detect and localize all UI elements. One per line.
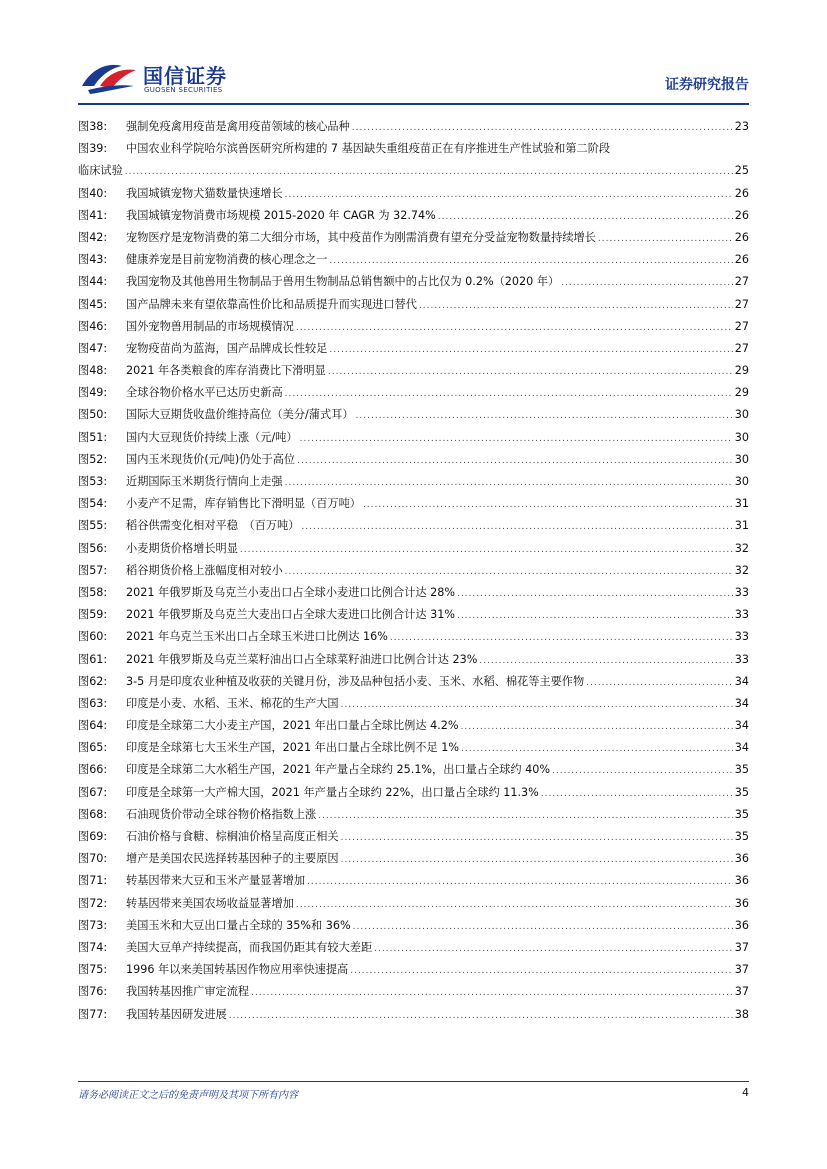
brand-name-en: GUOSEN SECURITIES: [144, 86, 223, 94]
guosen-logo-icon: [78, 56, 138, 96]
page-ref[interactable]: 33: [734, 652, 749, 666]
figure-label: 图72:: [78, 896, 108, 910]
page-ref[interactable]: 27: [734, 275, 749, 289]
figure-title[interactable]: 中国农业科学院哈尔滨兽医研究所构建的 7 基因缺失重组疫苗正在有序推进生产性试验和第二阶段: [126, 142, 611, 156]
toc-entry[interactable]: [78, 538, 749, 560]
toc-entry[interactable]: [78, 294, 749, 316]
toc-entry[interactable]: [78, 271, 749, 293]
leader-dots: [353, 916, 733, 937]
leader-dots: [285, 184, 733, 205]
page-ref[interactable]: 33: [734, 608, 749, 622]
leader-dots: [461, 738, 733, 759]
toc-entry[interactable]: [78, 404, 749, 426]
page-ref[interactable]: 31: [734, 497, 749, 511]
figure-title[interactable]: 宠物疫苗尚为蓝海，国产品牌成长性较足: [126, 341, 328, 355]
page-ref[interactable]: 37: [734, 985, 749, 999]
toc-entry[interactable]: [78, 937, 749, 959]
figure-title[interactable]: 健康养宠是目前宠物消费的核心理念之一: [126, 253, 328, 267]
leader-dots: [561, 272, 733, 293]
leader-dots: [329, 250, 732, 271]
leader-dots: [457, 605, 733, 626]
page-header: [0, 0, 827, 115]
figure-title[interactable]: 印度是全球第一大产棉大国，2021 年产量占全球约 22%，出口量占全球约 11.3%: [126, 785, 539, 799]
toc-entry[interactable]: [78, 715, 749, 737]
figure-title[interactable]: 稻谷期货价格上涨幅度相对较小: [126, 563, 283, 577]
page-ref[interactable]: 36: [734, 918, 749, 932]
page-ref[interactable]: 38: [734, 1007, 749, 1021]
figure-title[interactable]: 2021 年乌克兰玉米出口占全球玉米进口比例达 16%: [126, 630, 388, 644]
figure-label: 图55:: [78, 519, 108, 533]
page-ref[interactable]: 29: [734, 364, 749, 378]
figure-label: 图75:: [78, 963, 108, 977]
page-ref[interactable]: 26: [734, 253, 749, 267]
leader-dots: [352, 117, 733, 138]
figure-label: 图58:: [78, 585, 108, 599]
page-ref[interactable]: 26: [734, 186, 749, 200]
leader-dots: [390, 627, 733, 648]
leader-dots: [229, 1005, 733, 1026]
figure-label: 图67:: [78, 785, 108, 799]
figure-label: 图65:: [78, 741, 108, 755]
toc-entry[interactable]: [78, 560, 749, 582]
leader-dots: [461, 716, 733, 737]
page-ref[interactable]: 35: [734, 830, 749, 843]
toc-entry[interactable]: [78, 626, 749, 648]
figure-title[interactable]: 1996 年以来美国转基因作物应用率快速提高: [126, 963, 349, 977]
figure-label: 图48:: [78, 364, 108, 378]
figure-title[interactable]: 石油现货价带动全球谷物价格指数上涨: [126, 807, 317, 821]
figure-label: 图57:: [78, 563, 108, 577]
footer-divider: [78, 1081, 749, 1082]
page-ref[interactable]: 34: [734, 674, 749, 688]
toc-entry[interactable]: [78, 671, 749, 693]
toc-entry[interactable]: [78, 782, 749, 804]
figure-label: 图73:: [78, 918, 108, 932]
toc-entry[interactable]: [78, 693, 749, 715]
figure-title[interactable]: 国产品牌未来有望依靠高性价比和品质提升而实现进口替代: [126, 297, 417, 311]
figure-label: 图70:: [78, 852, 108, 866]
page-ref[interactable]: 32: [734, 563, 749, 577]
figure-label: 图76:: [78, 985, 108, 999]
page-ref[interactable]: 34: [734, 719, 749, 733]
page-ref[interactable]: 25: [734, 164, 749, 178]
leader-dots: [356, 405, 733, 426]
figure-label: 图71:: [78, 874, 108, 888]
leader-dots: [363, 494, 733, 515]
leader-dots: [125, 161, 733, 183]
leader-dots: [350, 960, 733, 981]
toc-entry[interactable]: [78, 360, 749, 382]
page-ref[interactable]: 26: [734, 208, 749, 222]
figure-title[interactable]: 2021 年俄罗斯及乌克兰小麦出口占全球小麦进口比例合计达 28%: [126, 585, 455, 599]
leader-dots: [552, 760, 733, 781]
figure-label: 图77:: [78, 1007, 108, 1021]
leader-dots: [419, 295, 733, 316]
toc-entry[interactable]: [78, 227, 749, 249]
figure-label: 图45:: [78, 297, 108, 311]
toc-entry[interactable]: [78, 604, 749, 626]
figure-label: 图53:: [78, 475, 108, 488]
toc-entry[interactable]: [78, 338, 749, 360]
leader-dots: [297, 450, 733, 471]
figure-label: 图74:: [78, 940, 108, 954]
toc-entry[interactable]: [78, 804, 749, 826]
toc-entry[interactable]: [78, 427, 749, 449]
figure-title[interactable]: 我国城镇宠物消费市场规模 2015-2020 年 CAGR 为 32.74%: [126, 208, 436, 222]
figure-label: 图50:: [78, 408, 108, 422]
figure-title[interactable]: 国外宠物兽用制品的市场规模情况: [126, 319, 294, 333]
leader-dots: [296, 894, 733, 915]
figure-label: 图64:: [78, 719, 108, 733]
page-ref[interactable]: 30: [734, 430, 749, 444]
leader-dots: [296, 317, 733, 338]
leader-dots: [329, 339, 732, 360]
header-divider: [78, 103, 749, 105]
toc-entry[interactable]: [78, 737, 749, 759]
toc-entry[interactable]: [78, 759, 749, 781]
figure-title-continued[interactable]: 临床试验: [78, 164, 123, 178]
toc-entry[interactable]: [78, 848, 749, 870]
page-ref[interactable]: 35: [734, 785, 749, 799]
leader-dots: [251, 982, 733, 1003]
figure-title[interactable]: 转基因带来美国农场收益显著增加: [126, 896, 294, 910]
page-ref[interactable]: 33: [734, 585, 749, 599]
leader-dots: [300, 428, 733, 449]
figure-label: 图41:: [78, 208, 108, 222]
toc-entry[interactable]: [78, 915, 749, 937]
page-ref[interactable]: 30: [734, 475, 749, 488]
figure-label: 图69:: [78, 830, 108, 843]
figure-label: 图46:: [78, 319, 108, 333]
figure-label: 图38:: [78, 120, 108, 133]
figure-title[interactable]: 转基因带来大豆和玉米产量显著增加: [126, 874, 306, 888]
figure-title[interactable]: 国内玉米现货价(元/吨)仍处于高位: [126, 452, 296, 466]
footer-disclaimer: 请务必阅读正文之后的免责声明及其项下所有内容: [78, 1090, 298, 1101]
leader-dots: [374, 938, 733, 959]
toc-entry[interactable]: [78, 649, 749, 671]
figure-title[interactable]: 增产是美国农民选择转基因种子的主要原因: [126, 852, 339, 866]
toc-entry[interactable]: [78, 893, 749, 915]
leader-dots: [301, 516, 732, 537]
figure-title[interactable]: 印度是小麦、水稻、玉米、棉花的生产大国: [126, 696, 339, 710]
leader-dots: [318, 805, 733, 826]
page-ref[interactable]: 27: [734, 297, 749, 311]
figure-title[interactable]: 国际大豆期货收盘价维持高位（美分/蒲式耳）: [126, 408, 354, 422]
figure-label: 图59:: [78, 608, 108, 622]
page-ref[interactable]: 32: [734, 541, 749, 555]
figure-title[interactable]: 美国大豆单产持续提高，而我国仍距其有较大差距: [126, 940, 373, 954]
page-ref[interactable]: 30: [734, 452, 749, 466]
toc-entry[interactable]: [78, 515, 749, 537]
figure-title[interactable]: 全球谷物价格水平已达历史新高: [126, 386, 283, 400]
toc-entry[interactable]: [78, 183, 749, 205]
figure-label: 图54:: [78, 497, 108, 511]
figure-label: 图52:: [78, 452, 108, 466]
figure-label: 图49:: [78, 386, 108, 400]
figure-label: 图68:: [78, 807, 108, 821]
toc-entry[interactable]: [78, 981, 749, 1003]
toc-entry[interactable]: [78, 382, 749, 404]
figure-title[interactable]: 宠物医疗是宠物消费的第二大细分市场，其中疫苗作为刚需消费有望充分受益宠物数量持续增长: [126, 230, 596, 244]
page-ref[interactable]: 36: [734, 874, 749, 888]
leader-dots: [586, 672, 733, 693]
toc-entry[interactable]: [78, 826, 749, 848]
figure-label: 图39:: [78, 142, 108, 156]
figure-title[interactable]: 我国城镇宠物犬猫数量快速增长: [126, 186, 283, 200]
leader-dots: [341, 694, 733, 715]
figure-title[interactable]: 强制免疫禽用疫苗是禽用疫苗领域的核心品种: [126, 120, 350, 133]
page-ref[interactable]: 36: [734, 896, 749, 910]
figure-title[interactable]: 我国宠物及其他兽用生物制品于兽用生物制品总销售额中的占比仅为 0.2%（2020 年）: [126, 275, 560, 289]
report-type: 证券研究报告: [665, 77, 749, 93]
toc-entry[interactable]: [78, 138, 749, 182]
figure-title[interactable]: 石油价格与食糖、棕榈油价格呈高度正相关: [126, 830, 339, 843]
figure-label: 图40:: [78, 186, 108, 200]
figure-label: 图47:: [78, 341, 108, 355]
figure-label: 图62:: [78, 674, 108, 688]
figure-label: 图56:: [78, 541, 108, 555]
figure-label: 图43:: [78, 253, 108, 267]
figure-title[interactable]: 印度是全球第七大玉米生产国，2021 年出口量占全球比例不足 1%: [126, 741, 460, 755]
figure-title[interactable]: 美国玉米和大豆出口量占全球的 35%和 36%: [126, 918, 351, 932]
page-ref[interactable]: 34: [734, 741, 749, 755]
figure-title[interactable]: 2021 年各类粮食的库存消费比下滑明显: [126, 364, 326, 378]
figure-title[interactable]: 稻谷供需变化相对平稳 （百万吨）: [126, 519, 300, 533]
figure-label: 图42:: [78, 230, 108, 244]
toc-entry[interactable]: [78, 493, 749, 515]
figure-label: 图44:: [78, 275, 108, 289]
page-ref[interactable]: 34: [734, 696, 749, 710]
page-ref[interactable]: 37: [734, 940, 749, 954]
leader-dots: [479, 650, 732, 671]
figure-label: 图61:: [78, 652, 108, 666]
figure-title[interactable]: 我国转基因推广审定流程: [126, 985, 250, 999]
toc-entry[interactable]: [78, 449, 749, 471]
leader-dots: [438, 206, 733, 227]
leader-dots: [285, 383, 733, 404]
leader-dots: [457, 583, 733, 604]
leader-dots: [328, 361, 733, 382]
leader-dots: [341, 849, 733, 870]
page-ref[interactable]: 31: [734, 519, 749, 533]
page-ref[interactable]: 23: [734, 120, 749, 133]
figure-label: 图51:: [78, 430, 108, 444]
figure-title[interactable]: 小麦期货价格增长明显: [126, 541, 238, 555]
figure-label: 图63:: [78, 696, 108, 710]
toc-entry[interactable]: [78, 116, 749, 138]
page-ref[interactable]: 27: [734, 341, 749, 355]
figure-title[interactable]: 国内大豆现货价持续上涨（元/吨）: [126, 430, 298, 444]
leader-dots: [285, 561, 733, 582]
leader-dots: [285, 472, 733, 493]
leader-dots: [541, 783, 733, 804]
page-ref[interactable]: 27: [734, 319, 749, 333]
toc-entry[interactable]: [78, 582, 749, 604]
page-ref[interactable]: 33: [734, 630, 749, 644]
toc-entry[interactable]: [78, 205, 749, 227]
figure-table-of-contents: [78, 116, 749, 1026]
brand-name-cn: 国信证券: [143, 64, 227, 88]
page-ref[interactable]: 26: [734, 230, 749, 244]
page-ref[interactable]: 36: [734, 852, 749, 866]
leader-dots: [307, 871, 733, 892]
figure-title[interactable]: 2021 年俄罗斯及乌克兰大麦出口占全球大麦进口比例合计达 31%: [126, 608, 455, 622]
page-number: 4: [742, 1086, 749, 1099]
figure-title[interactable]: 近期国际玉米期货行情向上走强: [126, 475, 283, 488]
figure-title[interactable]: 3-5 月是印度农业种植及收获的关键月份，涉及品种包括小麦、玉米、水稻、棉花等主要作物: [126, 674, 585, 688]
toc-entry[interactable]: [78, 870, 749, 892]
figure-title[interactable]: 小麦产不足需，库存销售比下滑明显（百万吨）: [126, 497, 361, 511]
toc-entry[interactable]: [78, 316, 749, 338]
leader-dots: [341, 827, 733, 848]
toc-entry[interactable]: [78, 249, 749, 271]
page-ref[interactable]: 37: [734, 963, 749, 977]
figure-label: 图60:: [78, 630, 108, 644]
figure-title[interactable]: 我国转基因研发进展: [126, 1007, 227, 1021]
toc-entry[interactable]: [78, 471, 749, 493]
figure-title[interactable]: 印度是全球第二大小麦主产国，2021 年出口量占全球比例达 4.2%: [126, 719, 459, 733]
figure-label: 图66:: [78, 763, 108, 777]
toc-entry[interactable]: [78, 959, 749, 981]
toc-entry[interactable]: [78, 1004, 749, 1026]
leader-dots: [240, 539, 733, 560]
figure-title[interactable]: 印度是全球第二大水稻生产国，2021 年产量占全球约 25.1%，出口量占全球约 40%: [126, 763, 550, 777]
page-ref[interactable]: 30: [734, 408, 749, 422]
page-ref[interactable]: 35: [734, 763, 749, 777]
leader-dots: [598, 228, 733, 249]
page-ref[interactable]: 29: [734, 386, 749, 400]
page-ref[interactable]: 35: [734, 807, 749, 821]
figure-title[interactable]: 2021 年俄罗斯及乌克兰菜籽油出口占全球菜籽油进口比例合计达 23%: [126, 652, 478, 666]
